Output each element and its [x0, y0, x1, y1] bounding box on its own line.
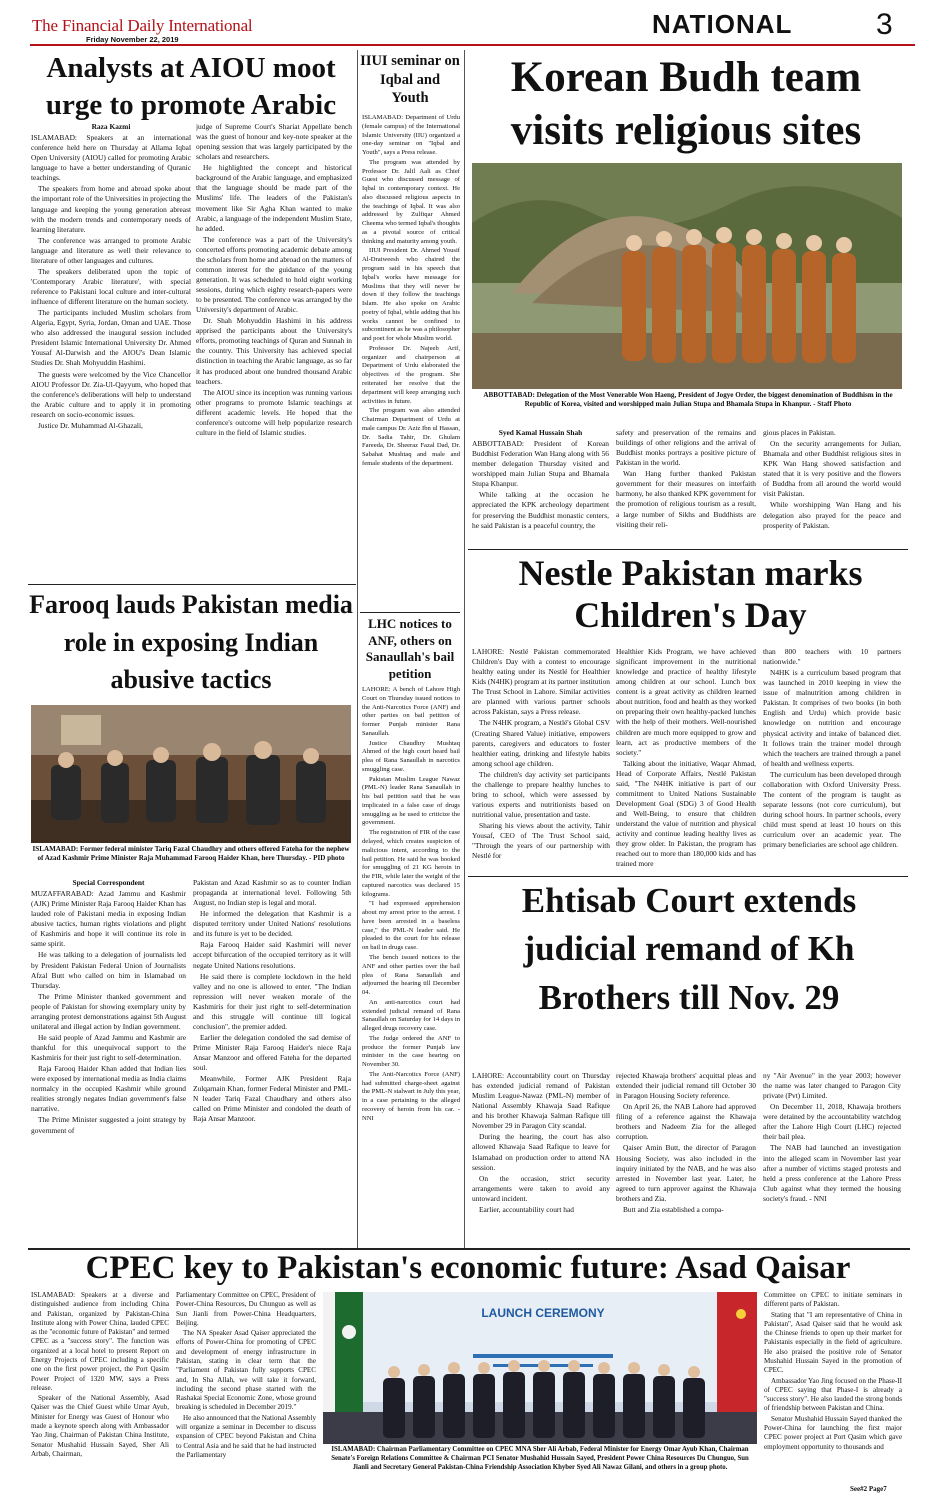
farooq-paragraph: Raja Farooq Haider Khan added that Indian lies were exposed by international media as India claims normalcy in the occupied Kashmir while ground realities strongly negates Indian government's false narrative.	[31, 1064, 186, 1114]
farooq-paragraph: The Prime Minister thanked government and people of Pakistan for showing exemplary unity by arranging protest demonstrations against 5th August unilateral and illegal action by Indian government.	[31, 991, 186, 1031]
nestle-paragraph: The N4HK program, a Nestlé's Global CSV (Creating Shared Value) initiative, empowers parents, caregivers and educators to foster healthier eating, drinking and lifestyle habits among school age children.	[472, 718, 610, 768]
lhc-paragraph: The Judge ordered the ANF to produce the former Punjab law minister in the case hearing on November 30.	[362, 1034, 460, 1069]
lhc-paragraph: An anti-narcotics court had extended judicial remand of Rana Sanaullah on Saturday for 14 days in alleged drugs recovery case.	[362, 998, 460, 1033]
aiou-paragraph: The participants included Muslim scholars from Algeria, Egypt, Syria, Jordan, Oman and UAE. Those who also addressed the inaugural session included President Islamic International University Dr. Ahmed Yousaf Al-Darwish and the AIOU's Dean Islamic Studies Dr. Shah Mohyuddin Hashimi.	[31, 308, 191, 368]
aiou-paragraph: The speakers deliberated upon the topic of 'Contemporary Arabic literature', with special reference to Pakistani local culture and inter-cultural influence of different literature on the human society.	[31, 266, 191, 307]
cpec-paragraph: Parliamentary Committee on CPEC, President of Power-China Resources, Du Chunguo as well as Sun Jianli from Power-China Headquarters, Beijing.	[176, 1291, 316, 1327]
korean-paragraph: gious places in Pakistan.	[763, 428, 836, 437]
aiou-paragraph: ISLAMABAD: Speakers at an international conference held here on Thursday at Allama Iqbal Open University (AIOU) called for promoting Arabic language to have a better understanding of Quranic teachings.	[31, 133, 191, 183]
korean-paragraph: ABBOTTABAD: President of Korean Buddhist Federation Wan Hang along with 56 member delegation Thursday visited and worshipped main Julian Stupa and Bhamala Stupa Khanpur.	[472, 439, 609, 489]
lhc-top-rule	[360, 612, 460, 613]
lhc-paragraph: Pakistan Muslim League Nawaz (PML-N) leader Rana Sanaullah in his bail petition said that he was implicated in a false case of drugs smuggling as he used to criticize the government.	[362, 775, 460, 827]
aiou-column-1	[31, 122, 191, 580]
iiui-paragraph: ISLAMABAD: Department of Urdu (female campus) of the International Islamic University (IIU) organized a one-day seminar on "Iqbal and Youth", says a Press release.	[362, 114, 460, 157]
nestle-paragraph: LAHORE: Nestlé Pakistan commemorated Children's Day with a contest to encourage healthy eating under its Nestlé for Healthier Kids (N4HK) program at its partner institution The Trust School in Lahore. Similar activities are planned with various partner schools across Pakistan, says a Press release.	[472, 647, 610, 717]
nestle-column-2	[616, 647, 756, 873]
farooq-photo-caption: ISLAMABAD: Former federal minister Tariq Fazal Chaudhry and others offered Fateha for the nephew of Azad Kashmir Prime Minister Raja Muhammad Farooq Haider Khan, here Thursday. - PID photo	[32, 845, 350, 863]
nestle-column-1	[472, 647, 610, 873]
lhc-paragraph: The Anti-Narcotics Force (ANF) had submitted charge-sheet against the PML-N stalwart in July this year, in a case pertaining to the alleged recovery of heroin from his car. - NNI	[362, 1070, 460, 1122]
cpec-paragraph: He also announced that the National Assembly will organize a seminar in December to discuss expansion of CPEC beyond Pakistan and China to Central Asia and he said that he had instructed the Parliamentary	[176, 1413, 316, 1459]
korean-column-1	[472, 428, 609, 548]
aiou-paragraph: The AIOU since its inception was running various other programs to promote Islamic teachings at different academic levels. He hoped that the conference's outcome will help popularize research culture in the field of Islamic studies.	[196, 387, 352, 437]
lhc-paragraph: The registration of FIR of the case delayed, which creates suspicion of malicious intent, according to the bail petition. He said he was booked for smuggling of 21 KG heroin in the FIR, while later the weight of the captured narcotics was declared 15 kilograms.	[362, 829, 460, 898]
continued-on-page-link[interactable]: See#2 Page7	[850, 1485, 887, 1493]
nestle-column-3	[763, 647, 901, 873]
cpec-column-1	[31, 1291, 169, 1493]
aiou-paragraph: Justice Dr. Muhammad Al-Ghazali,	[38, 420, 143, 430]
paper-name: The Financial Daily International	[32, 16, 253, 35]
aiou-headline: Analysts at AIOU moot urge to promote Arabic	[45, 52, 337, 122]
aiou-column-2	[196, 122, 352, 580]
ehtisab-paragraph: The NAB had launched an investigation into the alleged scam in November last year after a number of victims staged protests and held a press conference at the Lahore Press Club against what they termed the housing society's fraud. - NNI	[763, 1143, 901, 1203]
farooq-headline: Farooq lauds Pakistan media role in exposing Indian abusive tactics	[29, 590, 353, 695]
ehtisab-paragraph: LAHORE: Accountability court on Thursday has extended judicial remand of Pakistan Muslim League-Nawaz (PML-N) member of National Assembly Khawaja Saad Rafique and his brother Khawaja Salman Rafique till November 29 in Paragon City scandal.	[472, 1071, 610, 1131]
aiou-paragraph: He highlighted the concept and historical background of the Arabic language, and emphasized that the language should be made part of the Muslims' life. The leaders of the Pakistan's movement like Sir Agha Khan wanted to make Arabic, a language of the independent Muslim State, he added.	[196, 163, 352, 233]
korean-paragraph: Wan Hang further thanked Pakistan government for their measures on interfaith harmony, he also thanked KPK government for the promotion of religious tourism as a result, a large number of Sikhs and Buddhists are visiting their reli-	[616, 469, 756, 529]
farooq-column-1	[31, 878, 186, 1246]
farooq-top-rule	[28, 584, 356, 585]
iiui-paragraph: IIUI President Dr. Ahmed Yousif Al-Draiweesh who chaired the program said in his speech that Iqbal's works have message for Muslims that they will never be down if they follow the teachings Islam. He also spoke on Arabic poetry of Iqbal, while adding that his works cannot be confined to subcontinent as he was a philosopher and poet for whole Muslim world.	[362, 247, 460, 343]
aiou-paragraph: The conference was a part of the University's concerted efforts promoting academic debate among the scholars from home and abroad on the matters of common interest for the guidance of the young generation. It was scheduled to hold eight working sessions, during which eighty research-papers were to be presented. The conference was arranged by the University's department of Arabic.	[196, 234, 352, 315]
nestle-headline: Nestle Pakistan marks Children's Day	[518, 553, 863, 636]
farooq-paragraph: Raja Farooq Haider said Kashmiri will never accept bifurcation of the occupied territory as it will negate United Nations resolutions.	[193, 940, 351, 970]
lhc-paragraph: The bench issued notices to the ANF and other parties over the bail plea of Rana Sanaullah and adjourned the hearing till December 04.	[362, 953, 460, 997]
lhc-paragraph: "I had expressed apprehension about my arrest prior to the arrest. I have been arrested in a baseless case," the PML-N leader said. He pleaded to the court for his release on bail in drugs case.	[362, 900, 460, 952]
korean-column-3	[763, 428, 901, 548]
ehtisab-paragraph: On December 11, 2018, Khawaja brothers were detained by the accountability watchdog after the Lahore High Court (LHC) rejected their bail plea.	[763, 1102, 901, 1142]
issue-date: Friday November 22, 2019	[86, 35, 179, 44]
korean-paragraph: While talking at the occasion he appreciated the KPK archeology department for preserving the Buddhist monastic centers, he said Pakistan is a peaceful country, the	[472, 490, 609, 530]
column-separator	[357, 50, 358, 1248]
column-separator	[464, 50, 465, 1248]
lhc-paragraph: LAHORE: A bench of Lahore High Court on Thursday issued notices to the Anti-Narcotics Force (ANF) and other parties on bail petition of former Punjab minister Rana Sanaullah.	[362, 686, 460, 737]
ehtisab-column-1	[472, 1071, 610, 1246]
farooq-column-2	[193, 878, 351, 1246]
farooq-paragraph: He said there is complete lockdown in the held valley and no one is allowed to enter. "The Indian repression will never weaken morale of the Kashmiris for their just right to self-determination and this struggle will continue till logical conclusion", the premier added.	[193, 971, 351, 1031]
farooq-byline: Special Correspondent	[72, 878, 145, 887]
iiui-column	[362, 114, 460, 608]
cpec-paragraph: ISLAMABAD: Speakers at a diverse and distinguished audience from including China and Pakistan, organized by Pakistan-China Institute along with Power China, lauded CPEC as the "economic future of Pakistan" and termed CPEC as a "success story". The function was organized at a local hotel to present Report on Energy Projects of CPEC including a specific one on the first power project, the Port Qasim Power Project of 1320 MW, says a Press release.	[31, 1291, 169, 1392]
cpec-column-3	[764, 1291, 902, 1485]
iiui-paragraph: Professor Dr. Najeeb Arif, organizer and chairperson at Department of Urdu elaborated the objectives of the program. She reiterated her resolve that the department will keep arranging such activities in future.	[362, 344, 460, 405]
nestle-paragraph: The children's day activity set participants the challenge to prepare healthy lunches to bring to school, which were assessed by various experts and nutritionists based on nutritional value, presentation and taste.	[472, 769, 610, 819]
lhc-headline: LHC notices to ANF, others on Sanaullah's bail petition	[365, 616, 455, 681]
cpec-paragraph: Stating that "I am representative of China in Pakistan", Asad Qaiser said that he would ask the Chinese friends to open up their market for Pakistanis especially in the field of agriculture. He also praised the positive role of Senator Mushahid Hussain Sayed in the promotion of CPEC.	[764, 1310, 902, 1375]
aiou-paragraph: The guests were welcomed by the Vice Chancellor AIOU Professor Dr. Zia-Ul-Qayyum, who hoped that the conference's deliberations will help to understand the Arabic culture and to apply it in promoting research on socio-economic issues.	[31, 369, 191, 419]
ehtisab-column-2	[616, 1071, 756, 1246]
farooq-paragraph: Pakistan and Azad Kashmir so as to counter Indian propaganda at international level. Following 5th August, no Indian step is legal and moral.	[193, 878, 351, 908]
cpec-launch-ceremony-photo	[323, 1292, 757, 1444]
cpec-column-2	[176, 1291, 316, 1493]
nestle-paragraph: Talking about the initiative, Waqar Ahmad, Head of Corporate Affairs, Nestlé Pakistan said, "The N4HK initiative is part of our commitment to United Nations Sustainable Development Goal (SDG) 3 of Good Health and Well-Being, to ensure that children understand the value of nutrition and physical activity and continue leading healthy lives as they grow older. In Pakistan, the program has reached out to more than 180,000 kids and has trained more	[616, 758, 756, 869]
cpec-banner-text: LAUNCH CEREMONY	[481, 1306, 605, 1320]
page-number: 3	[876, 8, 893, 41]
nestle-paragraph: Sharing his views about the activity, Tahir Yousaf, CEO of The Trust School said, "Through the years of our partnership with Nestlé for	[472, 821, 610, 861]
cpec-paragraph: Ambassador Yao Jing focused on the Phase-II of CPEC saying that Phase-I is already a "success story". He also lauded the strong bonds of friendship between Pakistan and China.	[764, 1376, 902, 1413]
farooq-paragraph: Meanwhile, Former AJK President Raja Zulqarnain Khan, former Federal Minister and PML-N leader Tariq Fazal Chaudhary and others also called on Prime Minister and condoled the death of Raja Ansar Manzoor.	[193, 1074, 351, 1124]
ehtisab-paragraph: On April 26, the NAB Lahore had approved filing of a reference against the Khawaja brothers and Nadeem Zia for the alleged corruption.	[616, 1102, 756, 1142]
aiou-paragraph: judge of Supreme Court's Shariat Appellate bench was the guest of honour and key-note speaker at the opening session that was largely participated by the scholars and researchers.	[196, 122, 352, 162]
ehtisab-headline: Ehtisab Court extends judicial remand of Kh Brothers till Nov. 29	[521, 881, 857, 1017]
ehtisab-paragraph: Earlier, accountability court had	[479, 1204, 574, 1214]
ehtisab-column-3	[763, 1071, 901, 1246]
korean-photo-caption: ABBOTTABAD: Delegation of the Most Venerable Won Haeng, President of Jogye Order, the biggest denomination of Buddhism in the Republic of Korea, visited and worshipped main Julian Stupa and Bhamala Stupa in Khanpur. - Staff Photo	[483, 391, 893, 409]
ehtisab-paragraph: rejected Khawaja brothers' acquittal pleas and extended their judicial remand till October 30 in Paragon Housing Society reference.	[616, 1071, 756, 1101]
korean-delegation-photo	[472, 163, 902, 389]
ehtisab-paragraph: During the hearing, the court has also allowed Khawaja Saad Rafique to leave for Islamabad on production order to attend NA session.	[472, 1132, 610, 1172]
nestle-paragraph: The curriculum has been developed through collaboration with Oxford University Press. The content of the program is taught as separate lessons (not core curriculum), but during school hours. In partner schools, every child must spend at least 10 hours on this curriculum over an academic year. The primary beneficiaries are school age children.	[763, 769, 901, 850]
farooq-paragraph: He informed the delegation that Kashmir is a disputed territory under United Nations' resolutions and its future is yet to be decided.	[193, 909, 351, 939]
nestle-paragraph: N4HK is a curriculum based program that was launched in 2010 keeping in view the issue of malnutrition among children in Pakistan. It comprises of two books (in both English and Urdu) which provide basic knowledge on nutrition and encourage physical activity and intake of balanced diet. It follows train the trainer model through which the teachers are trained through a panel of health and wellness experts.	[763, 668, 901, 768]
korean-column-2	[616, 428, 756, 548]
masthead-rule	[30, 44, 915, 46]
cpec-paragraph: Speaker of the National Assembly, Asad Qaiser was the Chief Guest while Umar Ayub, Minister for Energy was Guest of Honour who made a keynote speech along with Ambassador Yao Jing, Chairman of Pakistan China Institute, Senator Mushahid Hussain Sayed, Sher Ali Arbab, Chairman,	[31, 1394, 169, 1458]
farooq-paragraph: He was talking to a delegation of journalists led by President Pakistan Federal Union of Journalists Afzal Butt who called on him in Islamabad on Thursday.	[31, 950, 186, 990]
section-name: NATIONAL	[652, 9, 793, 39]
cpec-paragraph: Senator Mushahid Hussain Sayed thanked the Power-China for launching the first major CPEC power project at Port Qasim which gave employment opportunity to thousands and	[764, 1414, 902, 1451]
farooq-paragraph: MUZAFFARABAD: Azad Jammu and Kashmir (AJK) Prime Minister Raja Farooq Haider Khan has lauded role of Pakistani media in exposing Indian abusive tactics, human rights violations and plight of Kashmiris and hope it will continue its role in same spirit.	[31, 889, 186, 949]
korean-paragraph: safety and preservation of the remains and buildings of other religions and the arrival of Buddhist monks portrays a positive picture of Pakistan in the world.	[616, 428, 756, 468]
nestle-paragraph: than 800 teachers with 10 partners nationwide."	[763, 647, 901, 667]
cpec-photo-caption: ISLAMABAD: Chairman Parliamentary Committee on CPEC MNA Sher Ali Arbab, Federal Minister for Energy Omar Ayub Khan, Chairman Senate's Foreign Relations Committee & Chairman PCI Senator Mushahid Hussain Sayed, President Power China Resources Du Chunguo, Sun Jianli and Secretary General Pakistan-China Friendship Association Khyber Syed Ali Nawaz Gilani, and others in a group photo.	[331, 1446, 749, 1471]
nestle-paragraph: Healthier Kids Program, we have achieved significant improvement in the nutritional knowledge and practice of healthy lifestyle among children at our school. Lunch box content is a great activity as children learned about nutrition, food and health as they worked on preparing their own healthy-packed lunches with the help of their mothers. Well-nourished children are much more equipped to grow and learn, act as productive members of the society."	[616, 647, 756, 757]
korean-headline: Korean Budh team visits religious sites	[510, 54, 862, 154]
cpec-paragraph: Committee on CPEC to initiate seminars in different parts of Pakistan.	[764, 1291, 902, 1309]
ehtisab-paragraph: On the occasion, strict security arrangements were taken to avoid any untoward incident.	[472, 1173, 610, 1203]
ehtisab-paragraph: Butt and Zia established a compa-	[623, 1204, 724, 1214]
cpec-headline: CPEC key to Pakistan's economic future: Asad Qaisar	[85, 1250, 851, 1286]
masthead	[0, 0, 945, 48]
korean-bottom-rule	[468, 549, 908, 550]
korean-paragraph: While worshipping Wan Hang and his delegation also prayed for the peace and prosperity of Pakistan.	[763, 500, 901, 530]
ehtisab-paragraph: Qaiser Amin Butt, the director of Paragon Housing Society, was also included in the inquiry initiated by the NAB, and he was also arrested in November last year. Later, he agreed to turn approver against the Khawaja brothers and Zia.	[616, 1143, 756, 1203]
aiou-byline: Raza Kazmi	[91, 122, 131, 131]
lhc-column	[362, 686, 460, 1246]
korean-byline: Syed Kamal Hussain Shah	[498, 428, 583, 437]
farooq-paragraph: Earlier the delegation condoled the sad demise of Prime Minister Raja Farooq Haider's niece Raja Ansar Manzoor and offered Fateha for the departed soul.	[193, 1032, 351, 1073]
cpec-paragraph: The NA Speaker Asad Qaiser appreciated the efforts of Power-China for promoting of CPEC and development of energy infrastructure in Pakistan, stating in clear term that the "Parliament of Pakistan fully supports CPEC and, In Sha Allah, we will take it forward, including the second phase started with the Rashakai Special Economic Zone, whose ground breaking is scheduled in December 2019."	[176, 1329, 316, 1412]
farooq-fateha-photo	[31, 705, 351, 843]
aiou-paragraph: Dr. Shah Mohyuddin Hashimi in his address apprised the participants about the University's efforts, promoting teachings of Quran and Sunnah in the country. This University has achieved special distinction in teaching the Arabic language, as so far it has produced about one hundred thousand Arabic teachers.	[196, 316, 352, 386]
aiou-paragraph: The speakers from home and abroad spoke about the important role of the Universities in projecting the language and keeping the young generation abreast with the modern trends and contemporary needs of learning literature.	[31, 184, 191, 234]
iiui-paragraph: The program was also attended Chairman Department of Urdu at male campus Dr. Aziz Ibn ul Hassan, Dr. Sadia Tahir, Dr. Ghulam Fareeda, Dr. Sheeraz Fazal Dad, Dr. Sabahat Mushtaq and male and female students of the department.	[362, 407, 460, 467]
korean-paragraph: On the security arrangements for Julian, Bhamala and other Buddhist religious sites in KPK Wan Hang showed satisfaction and stated that it is very positive and the flowers of Buddha from all around the world would visit Pakistan.	[763, 439, 901, 499]
farooq-paragraph: The Prime Minister suggested a joint strategy by government of	[31, 1115, 186, 1135]
iiui-paragraph: The program was attended by Professor Dr. Jalil Aali as Chief Guest who discussed message of Iqbal in contemporary context. He also discussed religious aspects in the teachings of Iqbal. It was also addressed by Zulfiqar Ahmed Cheema who termed Iqbal's thoughts as a pivotal source of critical thinking and maturity among youth.	[362, 158, 460, 245]
lhc-paragraph: Justice Chaudhry Mushtaq Ahmed of the high court heard bail plea of Rana Sanaullah in narcotics smuggling case.	[362, 739, 460, 773]
iiui-headline: IIUI seminar on Iqbal and Youth	[360, 53, 460, 107]
ehtisab-paragraph: ny "Air Avenue" in the year 2003; however the name was later changed to Paragon City private (Pvt) Limited.	[763, 1071, 901, 1101]
aiou-paragraph: The conference was arranged to promote Arabic language and literature as well their relevance to literature of other languages and cultures.	[31, 235, 191, 265]
farooq-paragraph: He said people of Azad Jammu and Kashmir are thankful for this unequivocal support to the Kashmiris for their just right to self-determination.	[31, 1032, 186, 1063]
